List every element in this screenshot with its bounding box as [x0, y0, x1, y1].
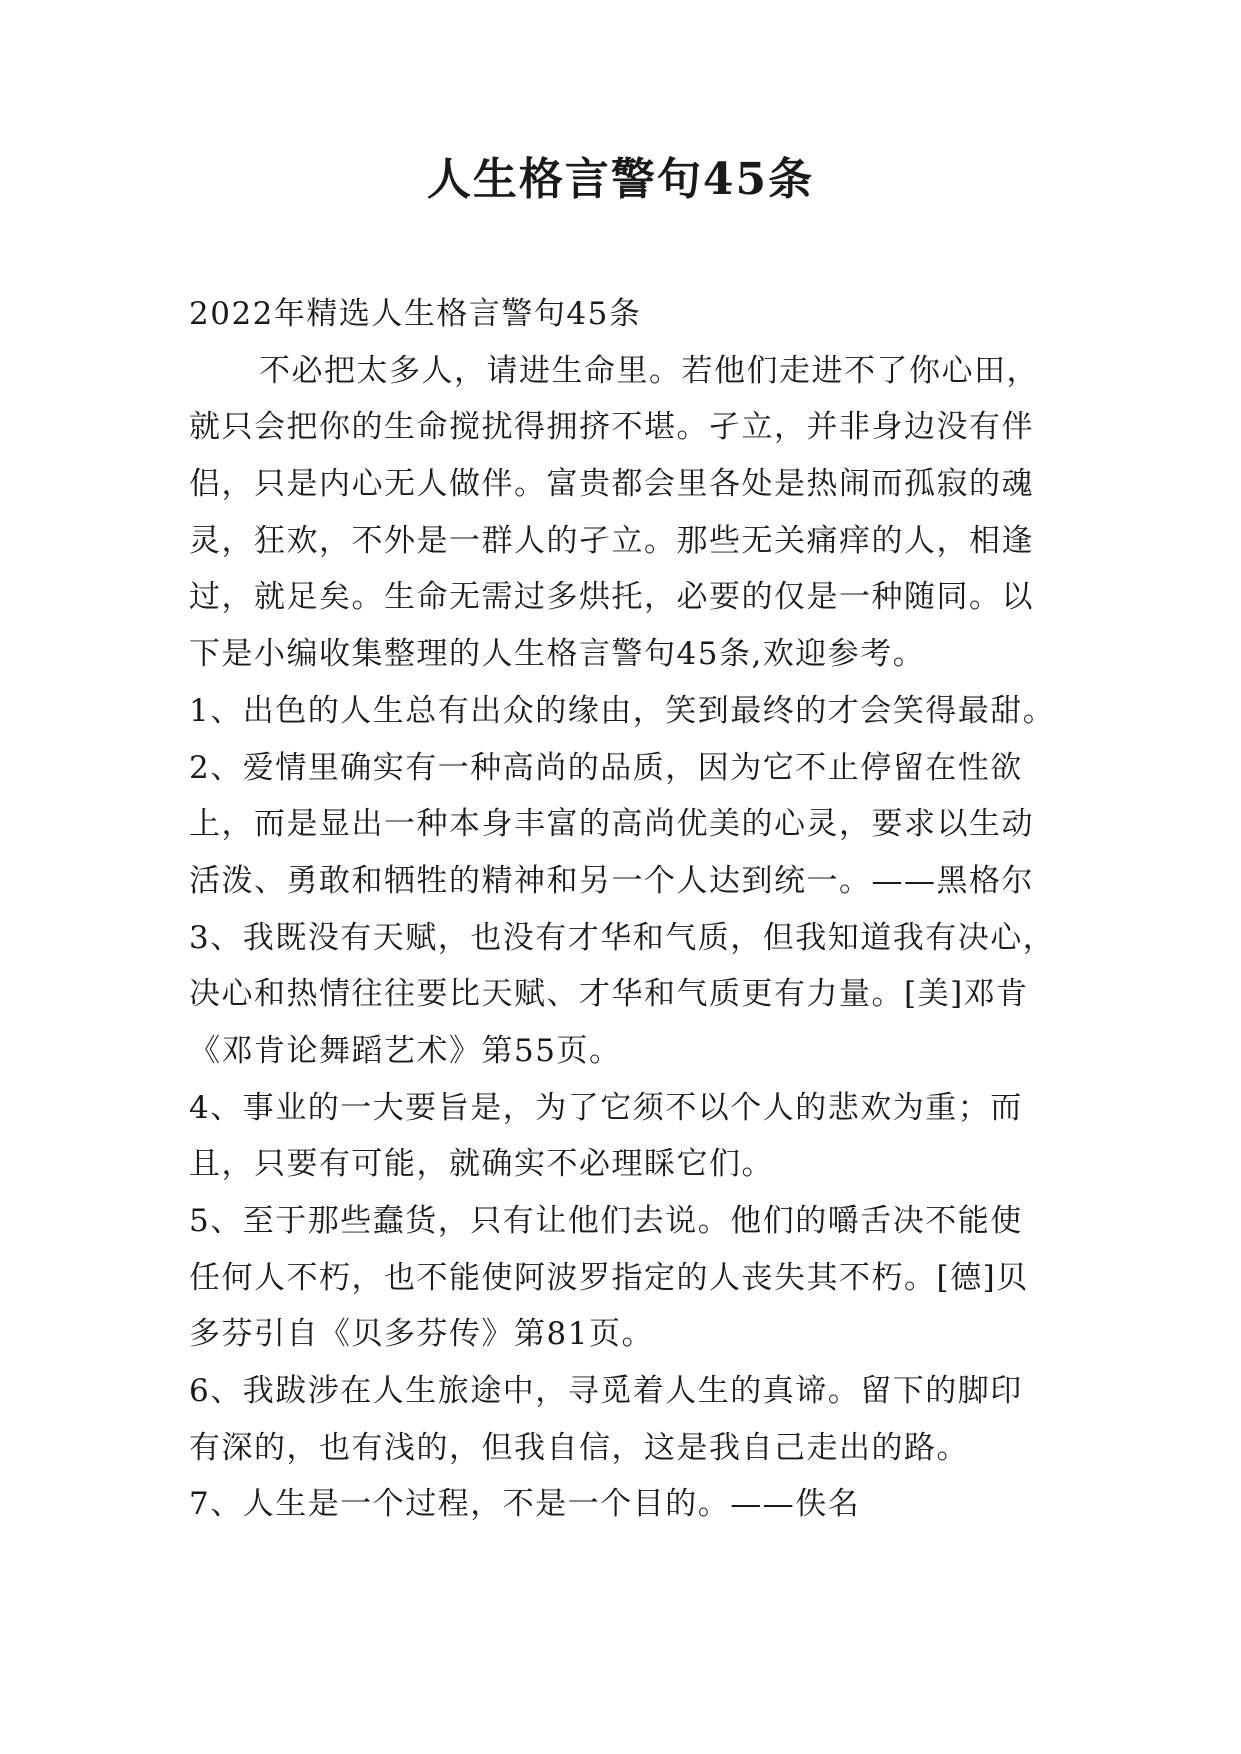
quote-line: 6、我跋涉在人生旅途中，寻觅着人生的真谛。留下的脚印 [189, 1373, 1023, 1410]
quote-line: 有深的，也有浅的，但我自信，这是我自己走出的路。 [189, 1429, 969, 1466]
quote-line: 7、人生是一个过程，不是一个目的。——佚名 [189, 1486, 861, 1523]
intro-paragraph-line: 过，就足矣。生命无需过多烘托，必要的仅是一种随同。以 [189, 579, 1034, 616]
document-body [189, 286, 1064, 1533]
quote-line: 4、事业的一大要旨是，为了它须不以个人的悲欢为重；而 [189, 1089, 1023, 1126]
quote-line: 《邓肯论舞蹈艺术》第55页。 [189, 1032, 622, 1069]
quote-line: 活泼、勇敢和牺牲的精神和另一个人达到统一。——黑格尔 [189, 862, 1034, 899]
document-title: 人生格言警句45条 [426, 154, 815, 205]
intro-paragraph-line: 就只会把你的生命搅扰得拥挤不堪。孑立，并非身边没有伴 [189, 409, 1034, 446]
intro-paragraph-line: 不必把太多人，请进生命里。若他们走进不了你心田， [259, 352, 1039, 389]
quote-line: 且，只要有可能，就确实不必理睬它们。 [189, 1146, 774, 1183]
subtitle-line: 2022年精选人生格言警句45条 [189, 296, 642, 332]
quote-line: 2、爱情里确实有一种高尚的品质，因为它不止停留在性欲 [189, 749, 1023, 786]
quote-line: 任何人不朽，也不能使阿波罗指定的人丧失其不朽。[德]贝 [189, 1259, 1029, 1296]
quote-line: 1、出色的人生总有出众的缘由，笑到最终的才会笑得最甜。 [189, 692, 1056, 729]
intro-paragraph-line: 侣，只是内心无人做伴。富贵都会里各处是热闹而孤寂的魂 [189, 466, 1034, 503]
quote-line: 决心和热情往往要比天赋、才华和气质更有力量。[美]邓肯 [189, 976, 1029, 1013]
quote-line: 上，而是显出一种本身丰富的高尚优美的心灵，要求以生动 [189, 806, 1034, 843]
quote-line: 3、我既没有天赋，也没有才华和气质，但我知道我有决心， [189, 919, 1056, 956]
quote-line: 多芬引自《贝多芬传》第81页。 [189, 1316, 654, 1353]
intro-paragraph-line: 下是小编收集整理的人生格言警句45条,欢迎参考。 [189, 636, 926, 673]
intro-paragraph-line: 灵，狂欢，不外是一群人的孑立。那些无关痛痒的人，相逢 [189, 522, 1034, 559]
quote-line: 5、至于那些蠢货，只有让他们去说。他们的嚼舌决不能使 [189, 1203, 1023, 1239]
